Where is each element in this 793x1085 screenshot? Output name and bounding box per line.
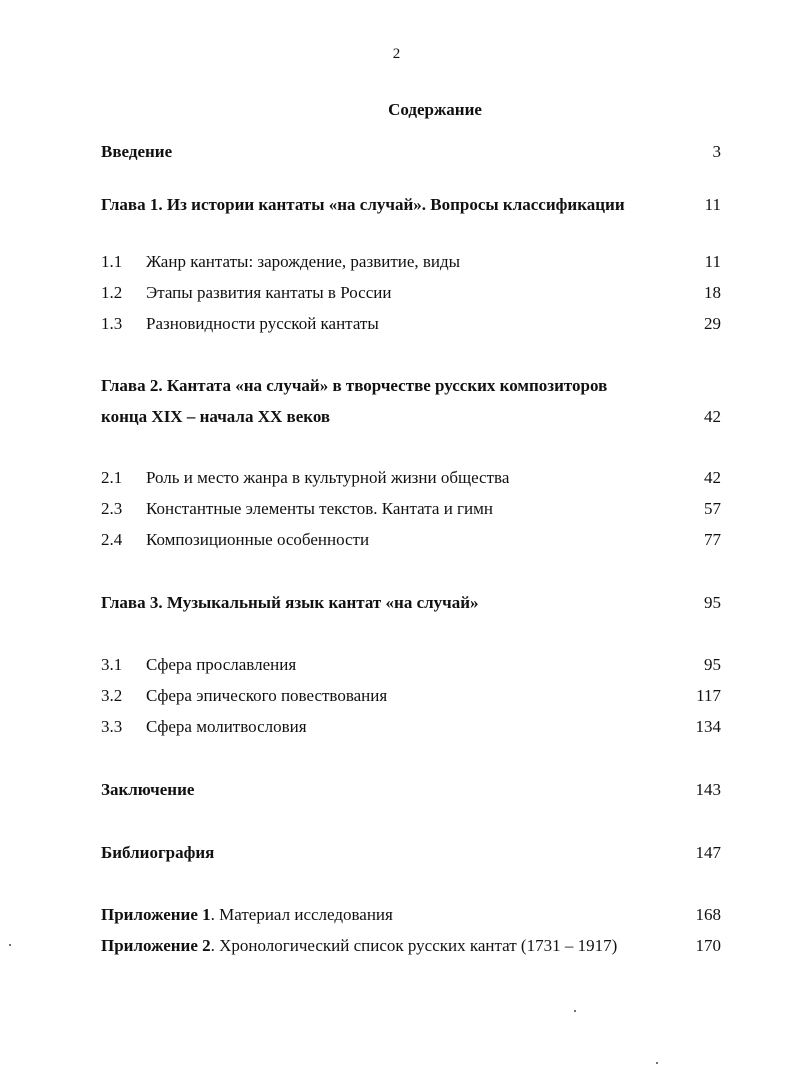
toc-entry-number: 2.4	[101, 530, 123, 549]
toc-entry-appendix-1	[101, 904, 721, 926]
scan-speck	[574, 1010, 576, 1012]
toc-entry-page: 134	[695, 717, 721, 736]
toc-entry-text: Сфера эпического повествования	[146, 686, 388, 705]
toc-entry-appendix-2	[101, 935, 721, 957]
toc-entry-section-3-3	[101, 716, 721, 738]
toc-entry-number: 1.1	[101, 252, 123, 271]
toc-title: Содержание	[388, 100, 482, 119]
toc-entry-page: 95	[704, 593, 721, 612]
toc-entry-chapter-2-line-1	[101, 375, 721, 397]
toc-entry-text: Композиционные особенности	[146, 530, 370, 549]
toc-entry-page: 168	[695, 905, 721, 924]
toc-entry-text: Глава 2. Кантата «на случай» в творчестве русских композиторов	[101, 376, 608, 395]
appendix-label: Приложение 2	[101, 936, 211, 955]
toc-entry-chapter-2-line-2	[101, 406, 721, 428]
toc-entry-introduction	[101, 141, 721, 163]
toc-entry-text: Введение	[101, 142, 173, 161]
toc-entry-section-1-2	[101, 282, 721, 304]
toc-entry-page: 11	[704, 252, 721, 271]
page-number: 2	[392, 46, 401, 62]
toc-entry-section-2-3	[101, 498, 721, 520]
toc-entry-page: 117	[696, 686, 721, 705]
toc-entry-conclusion	[101, 779, 721, 801]
toc-entry-text: . Материал исследования	[210, 905, 393, 924]
toc-entry-section-1-1	[101, 251, 721, 273]
toc-entry-page: 11	[704, 195, 721, 214]
toc-entry-text: Разновидности русской кантаты	[146, 314, 379, 333]
toc-entry-number: 2.3	[101, 499, 123, 518]
scan-speck	[656, 1062, 658, 1064]
toc-entry-text: Этапы развития кантаты в России	[146, 283, 392, 302]
toc-entry-section-3-2	[101, 685, 721, 707]
toc-entry-text: Константные элементы текстов. Кантата и гимн	[146, 499, 493, 518]
toc-entry-text: Сфера молитвословия	[146, 717, 307, 736]
toc-entry-page: 147	[695, 843, 721, 862]
toc-entry-text: Заключение	[101, 780, 195, 799]
toc-entry-text: конца XIX – начала XX веков	[101, 407, 331, 426]
toc-entry-page: 18	[704, 283, 721, 302]
toc-entry-chapter-3	[101, 592, 721, 614]
toc-entry-page: 170	[695, 936, 721, 955]
toc-entry-page: 77	[704, 530, 721, 549]
toc-entry-number: 1.3	[101, 314, 123, 333]
toc-entry-number: 3.3	[101, 717, 123, 736]
toc-entry-text: Роль и место жанра в культурной жизни общества	[146, 468, 510, 487]
toc-entry-text: . Хронологический список русских кантат (1731 – 1917)	[210, 936, 618, 955]
toc-entry-text: Библиография	[101, 843, 215, 862]
toc-entry-text: Сфера прославления	[146, 655, 297, 674]
toc-entry-section-3-1	[101, 654, 721, 676]
toc-entry-number: 3.1	[101, 655, 123, 674]
appendix-label: Приложение 1	[101, 905, 211, 924]
toc-entry-number: 2.1	[101, 468, 123, 487]
toc-entry-text: Глава 3. Музыкальный язык кантат «на случай»	[101, 593, 479, 612]
toc-entry-page: 42	[704, 407, 721, 426]
toc-entry-page: 95	[704, 655, 721, 674]
toc-entry-page: 3	[712, 142, 721, 161]
toc-entry-chapter-1	[101, 194, 721, 216]
toc-entry-text: Жанр кантаты: зарождение, развитие, виды	[146, 252, 461, 271]
scan-speck	[9, 944, 11, 946]
toc-entry-number: 1.2	[101, 283, 123, 302]
toc-entry-text: Глава 1. Из истории кантаты «на случай». Вопросы классификации	[101, 195, 625, 214]
toc-entry-page: 57	[704, 499, 721, 518]
toc-entry-section-1-3	[101, 313, 721, 335]
toc-entry-page: 143	[695, 780, 721, 799]
toc-entry-page: 29	[704, 314, 721, 333]
toc-entry-page: 42	[704, 468, 721, 487]
toc-entry-section-2-4	[101, 529, 721, 551]
toc-entry-bibliography	[101, 842, 721, 864]
toc-entry-number: 3.2	[101, 686, 123, 705]
toc-entry-section-2-1	[101, 467, 721, 489]
